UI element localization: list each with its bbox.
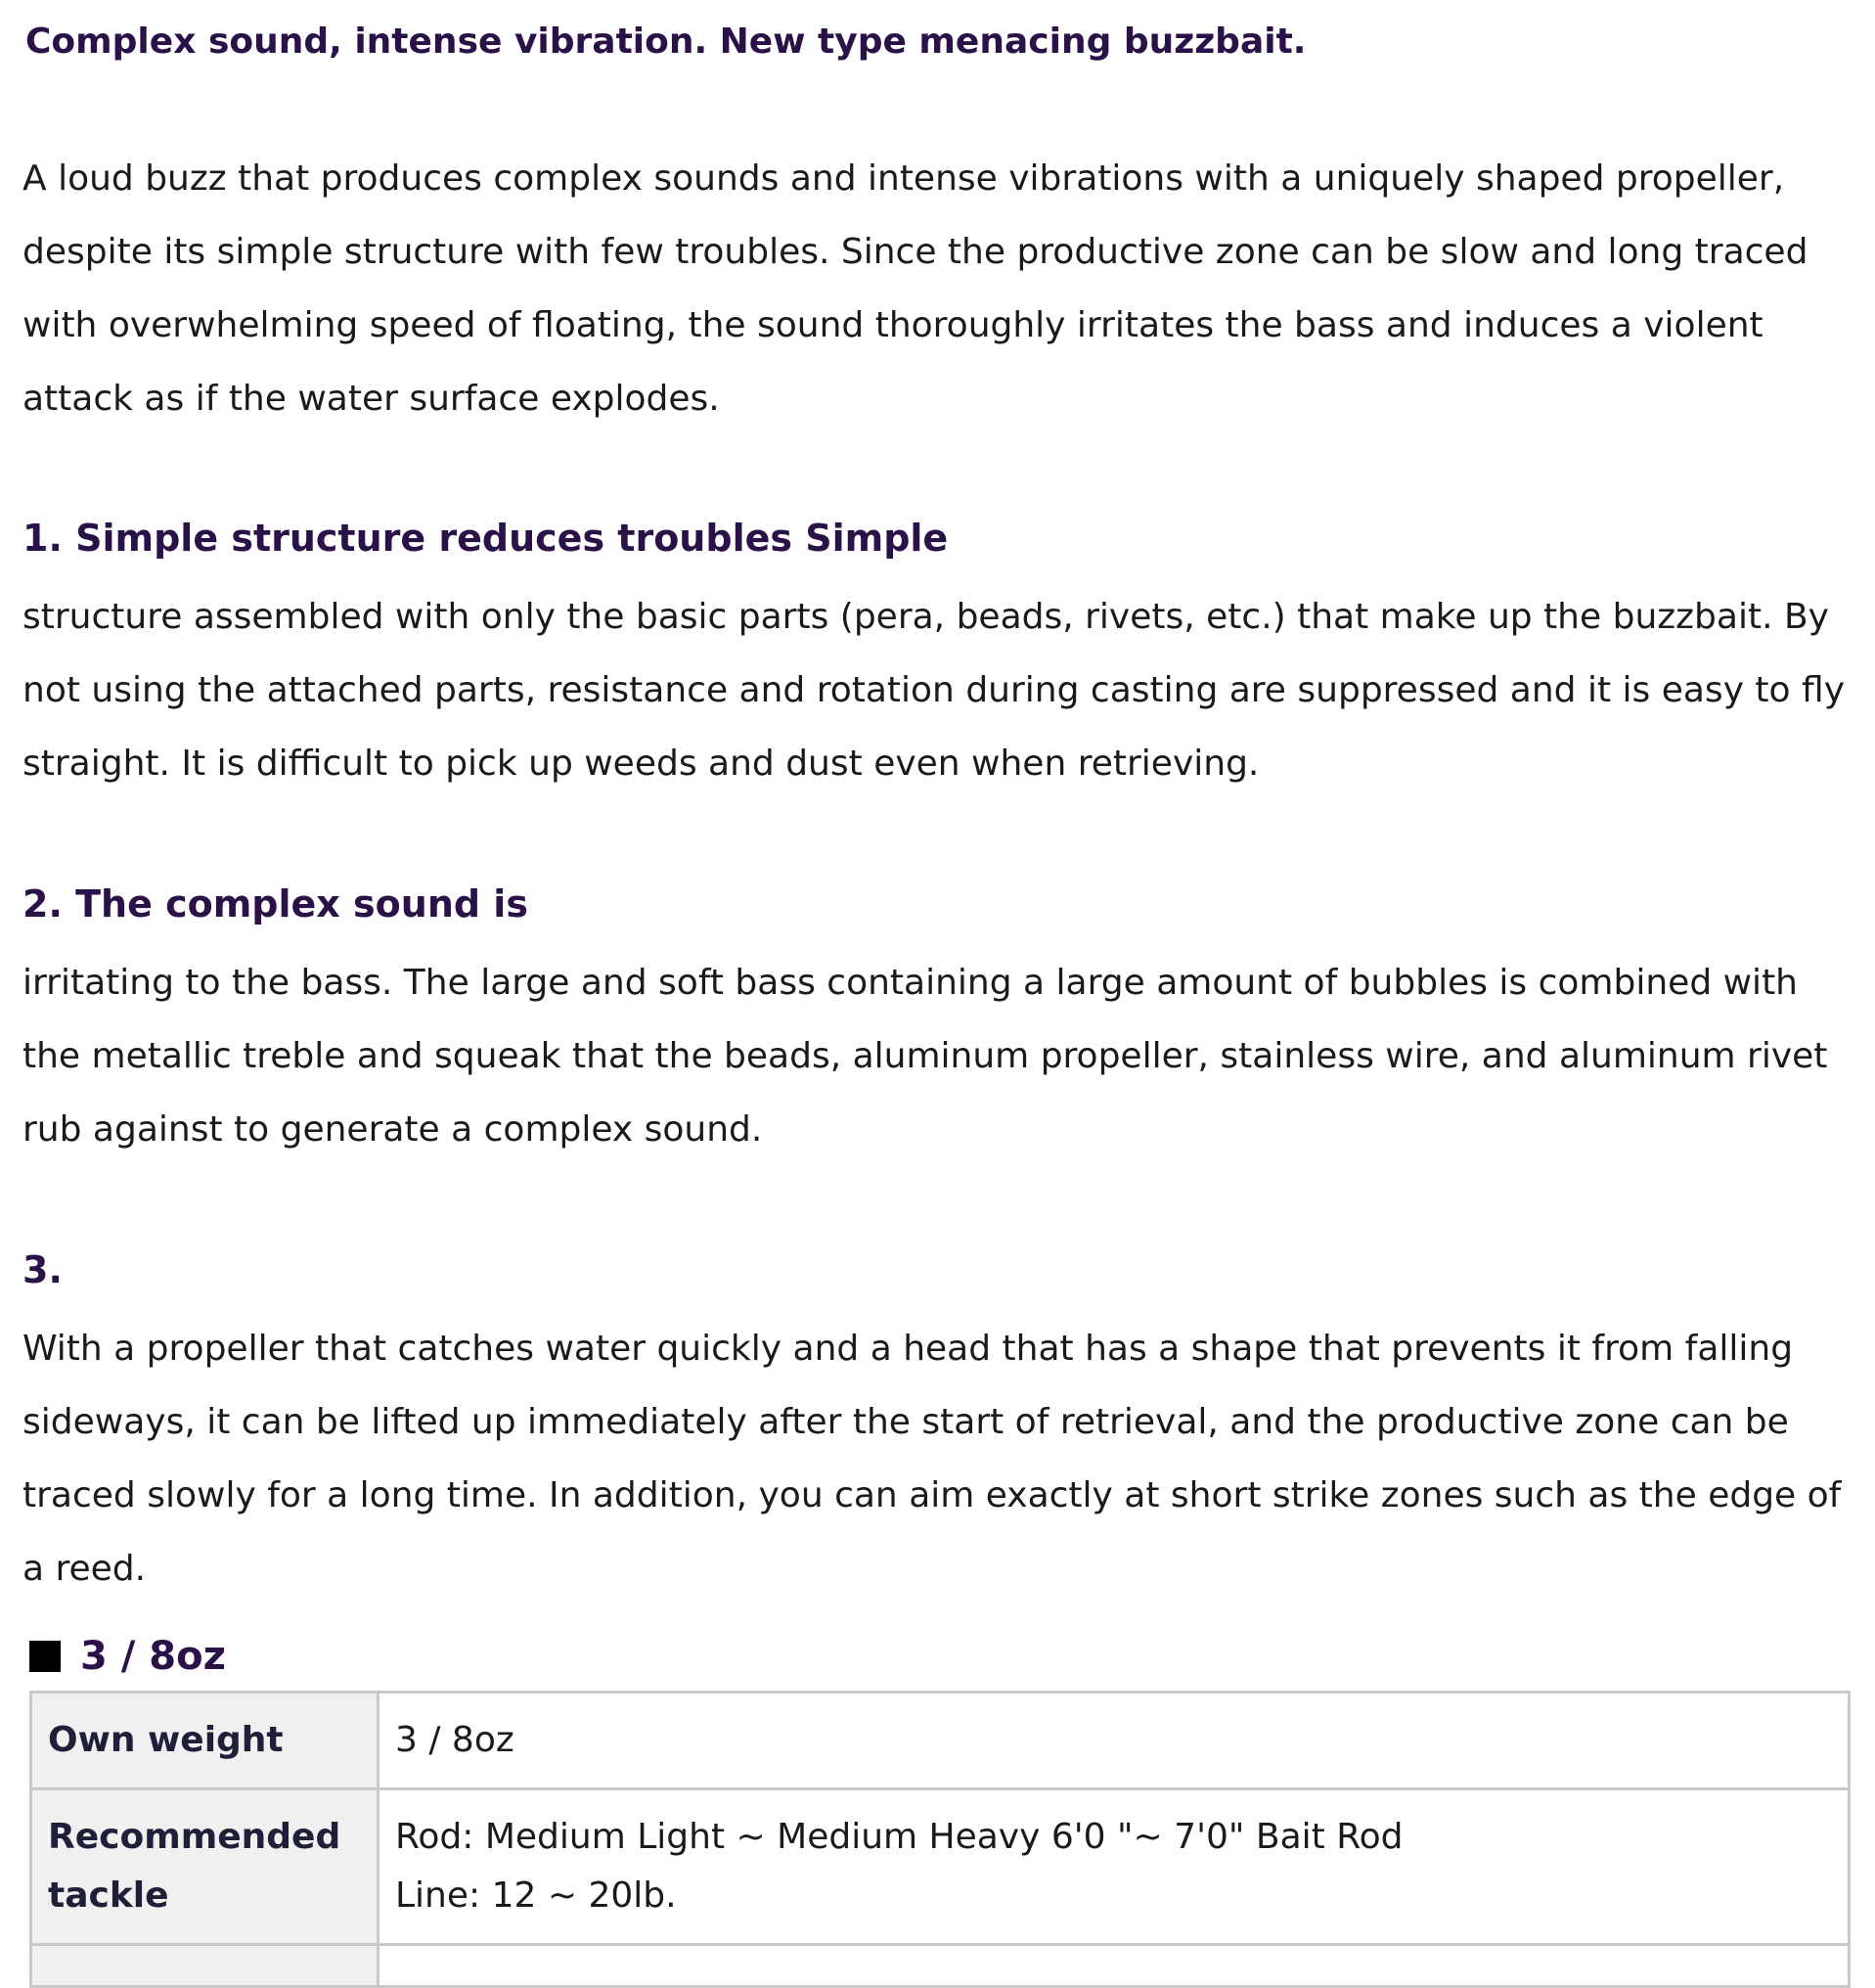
black-square-icon	[29, 1641, 61, 1672]
spec-label-empty	[31, 1945, 379, 1987]
spec-table	[29, 1691, 1851, 1988]
section-2-title: 2. The complex sound is	[22, 882, 528, 926]
spec-value-own-weight	[379, 1693, 1850, 1789]
spec-value-empty	[379, 1945, 1850, 1987]
spec-label-own-weight: Own weight	[31, 1693, 379, 1789]
section-3-body: With a propeller that catches water quickly and a head that has a shape that prevents it from falling sideways, it can be lifted up immediately after the start of retrieval, and the productive zone can be traced slowly for a long time. In addition, you can aim exactly at short strike zones such as the edge of a reed.	[22, 1329, 1842, 1589]
table-row	[31, 1945, 1850, 1987]
section-3-title: 3.	[22, 1248, 63, 1291]
spec-value-line: Line: 12 ~ 20lb.	[395, 1875, 677, 1916]
section-2-body: irritating to the bass. The large and soft bass containing a large amount of bubbles is combined with the metallic treble and squeak that the beads, aluminum propeller, stainless wire, and aluminum rivet rub against to generate a complex sound.	[22, 963, 1828, 1150]
headline: Complex sound, intense vibration. New type menacing buzzbait.	[25, 22, 1307, 62]
spec-label-line: Recommended	[48, 1817, 341, 1857]
spec-heading	[29, 1634, 226, 1679]
table-row	[31, 1693, 1850, 1789]
section-1-body: structure assembled with only the basic parts (pera, beads, rivets, etc.) that make up the buzzbait. By not using the attached parts, resistance and rotation during casting are suppressed and it is easy to fly straight. It is difficult to pick up weeds and dust even when retrieving.	[22, 597, 1845, 784]
spec-label-recommended-tackle	[31, 1789, 379, 1945]
table-row	[31, 1789, 1850, 1945]
spec-label-line: tackle	[48, 1875, 169, 1916]
intro-paragraph: A loud buzz that produces complex sounds and intense vibrations with a uniquely shaped propeller, despite its simple structure with few troubles. Since the productive zone can be slow and long traced with overwhelming speed of floating, the sound thoroughly irritates the bass and induces a violent attack as if the water surface explodes.	[22, 158, 1808, 419]
spec-heading-label: 3 / 8oz	[80, 1634, 226, 1679]
spec-value-line: Rod: Medium Light ~ Medium Heavy 6'0 "~ 7'0" Bait Rod	[395, 1817, 1404, 1857]
spec-value-recommended-tackle	[379, 1789, 1850, 1945]
section-1-title: 1. Simple structure reduces troubles Simple	[22, 517, 949, 560]
spec-value-line: 3 / 8oz	[395, 1720, 514, 1760]
